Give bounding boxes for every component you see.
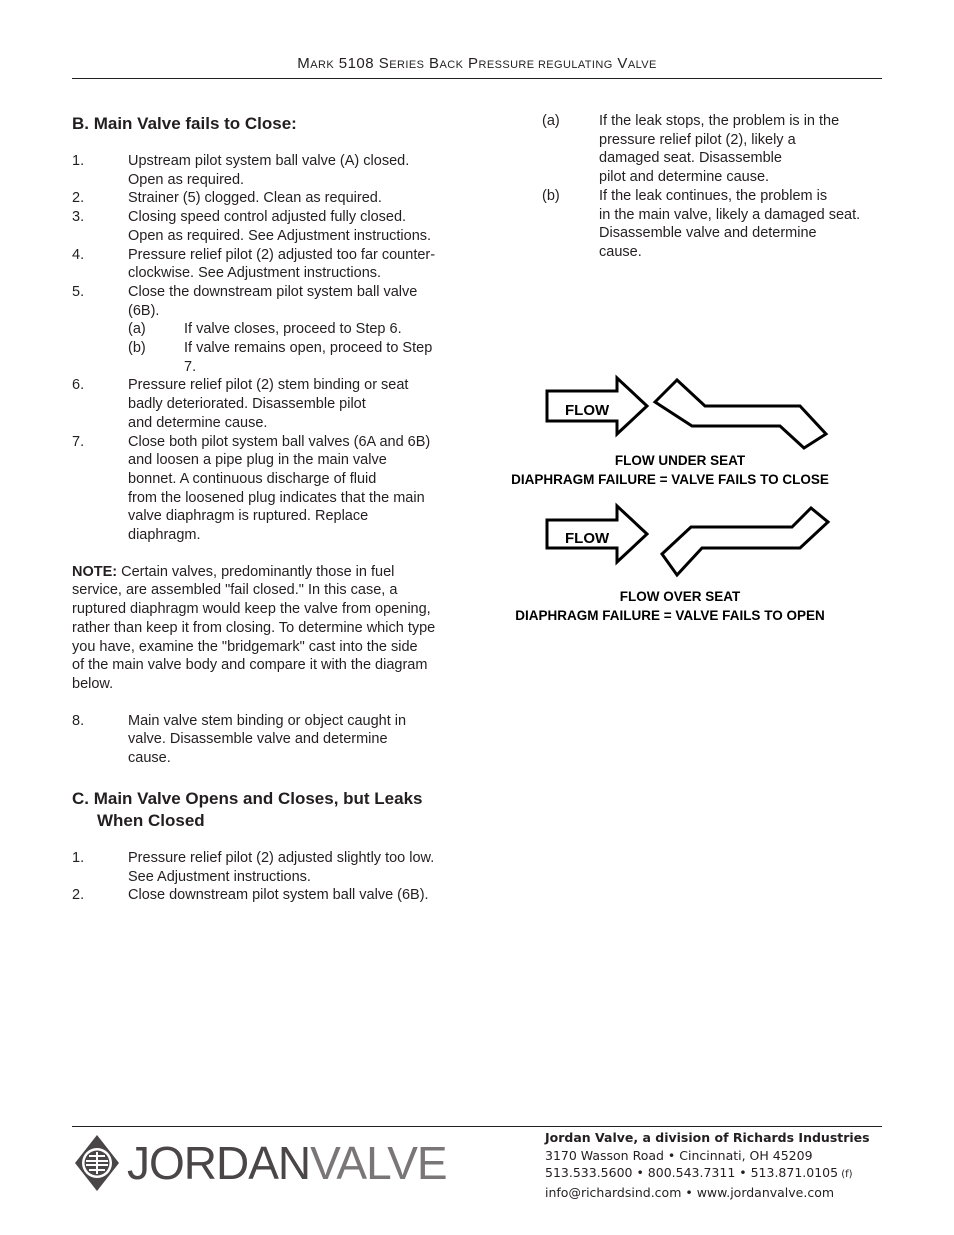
header-title-cap: V — [617, 55, 628, 72]
section-c-heading — [72, 788, 472, 832]
flow-over-seat-diagram — [515, 506, 828, 623]
list-item-text: If the leak stops, the problem is in the pressure relief pilot (2), likely a damaged seat. Disassemble pilot and determine cause. — [599, 113, 840, 186]
list-item — [72, 886, 472, 905]
logo-wordmark — [127, 1136, 447, 1190]
section-b-heading: B. Main Valve fails to Close: — [72, 114, 297, 133]
list-item-number: 5. — [72, 283, 85, 300]
list-item — [72, 433, 472, 545]
section-c-list — [72, 849, 472, 905]
contact-block — [545, 1129, 885, 1201]
flow-under-seat-diagram — [511, 378, 829, 487]
list-item-text: Close downstream pilot system ball valve (6B). — [128, 887, 429, 904]
list-item-text: Pressure relief pilot (2) adjusted slightly too low. See Adjustment instructions. — [128, 849, 435, 885]
section-c-heading-line2: When Closed — [97, 810, 205, 830]
list-item-text: Close both pilot system ball valves (6A and 6B) and loosen a pipe plug in the main valve bonnet. A continuous discharge of fluid from the loosened plug indicates that the main valve diaphragm is ruptured. Replace diaphragm. — [128, 433, 431, 544]
sub-list-item — [128, 339, 472, 376]
list-item-number: (b) — [542, 187, 560, 204]
sub-list-item-text: If valve remains open, proceed to Step 7. — [184, 340, 433, 375]
list-item-text: Pressure relief pilot (2) adjusted too far counter- clockwise. See Adjustment instructions. — [128, 246, 436, 282]
valve-fails-to-open-caption: DIAPHRAGM FAILURE = VALVE FAILS TO OPEN — [515, 608, 825, 623]
list-item-number: 1. — [72, 153, 85, 169]
flow-under-seat-caption: FLOW UNDER SEAT — [614, 453, 746, 468]
bridgemark-under-seat-icon — [655, 380, 826, 448]
list-item-number: 7. — [72, 433, 85, 450]
page-header — [72, 55, 882, 72]
sub-list-item-number: (b) — [128, 340, 146, 357]
flow-arrow-label: FLOW — [565, 402, 610, 419]
footer-rule — [72, 1126, 882, 1127]
list-item — [72, 246, 472, 283]
valve-fails-to-close-caption: DIAPHRAGM FAILURE = VALVE FAILS TO CLOSE — [511, 472, 829, 487]
header-title-smallcaps: ARK — [310, 59, 335, 71]
fax-suffix: (f) — [838, 1169, 853, 1180]
company-name: Jordan Valve, a division of Richards Industries — [545, 1130, 870, 1145]
header-title-cap: P — [468, 55, 479, 72]
section-c-heading-line1: C. Main Valve Opens and Closes, but Leaks — [72, 788, 423, 808]
list-item — [72, 189, 472, 208]
list-item — [72, 376, 472, 432]
right-list — [542, 112, 887, 262]
header-rule — [72, 78, 882, 79]
sub-list-item — [128, 320, 472, 339]
note-text: Certain valves, predominantly those in fuel service, are assembled "fail closed." In this case, a ruptured diaphragm would keep the valve from opening, rather than keep it from closing. To determine which type you have, examine the "bridgemark" cast into the side of the main valve body and compare it with the diagram below. — [72, 563, 436, 692]
section-b-list — [72, 152, 472, 545]
list-item-number: 6. — [72, 377, 85, 394]
bridgemark-diagram — [495, 370, 845, 630]
phones: 513.533.5600 • 800.543.7311 • 513.871.0105 — [545, 1165, 839, 1180]
note-label: NOTE: — [72, 563, 118, 580]
list-item-number: 2. — [72, 190, 85, 207]
section-b-more-list — [72, 712, 472, 768]
header-title-smallcaps: ALVE — [627, 59, 657, 71]
list-item-text: Main valve stem binding or object caught in valve. Disassemble valve and determine cause. — [128, 712, 407, 767]
phone-numbers — [545, 1164, 885, 1184]
address: 3170 Wasson Road • Cincinnati, OH 45209 — [545, 1147, 813, 1163]
jordan-valve-logo — [72, 1132, 462, 1194]
header-title-smallcaps: ERIES — [389, 59, 425, 71]
header-title-smallcaps: ACK — [439, 59, 464, 71]
right-column — [542, 112, 887, 262]
header-title-smallcaps: RESSURE REGULATING — [478, 59, 613, 71]
list-item — [72, 152, 472, 189]
sub-list-item-number: (a) — [128, 321, 146, 338]
list-item-number: 3. — [72, 209, 85, 226]
list-item-number: 4. — [72, 246, 85, 263]
list-item-text: Pressure relief pilot (2) stem binding or seat badly deteriorated. Disassemble pilot and determine cause. — [128, 377, 409, 431]
list-item — [72, 208, 472, 245]
web-contact: info@richardsind.com • www.jordanvalve.com — [545, 1184, 835, 1200]
header-title-cap: M — [297, 55, 311, 72]
list-item — [72, 283, 472, 377]
logo-word-valve: VALVE — [310, 1137, 447, 1189]
list-item-number: 8. — [72, 712, 85, 729]
list-item — [72, 712, 472, 768]
list-item-number: 1. — [72, 849, 85, 866]
list-item — [542, 187, 887, 262]
list-item — [542, 112, 887, 187]
flow-arrow-label: FLOW — [565, 530, 610, 547]
list-item-text: Closing speed control adjusted fully closed. Open as required. See Adjustment instructions. — [128, 209, 432, 244]
bridgemark-over-seat-icon — [662, 508, 828, 575]
header-title-cap: B — [428, 55, 440, 72]
note-paragraph — [72, 563, 472, 694]
list-item-number: (a) — [542, 113, 560, 129]
list-item-number: 2. — [72, 887, 85, 904]
left-column — [72, 113, 472, 905]
list-item-text: Close the downstream pilot system ball valve (6B). (a) If valve closes, proceed to Step 6. (b) If valve remains open, proceed to Step 7. — [128, 283, 472, 377]
list-item-text: If the leak continues, the problem is in the main valve, likely a damaged seat. Disassemble valve and determine cause. — [599, 187, 861, 260]
flow-over-seat-caption: FLOW OVER SEAT — [619, 589, 741, 604]
list-item-text: Upstream pilot system ball valve (A) closed. Open as required. — [128, 153, 410, 188]
logo-word-jordan: JORDAN — [127, 1137, 311, 1189]
sub-list-item-text: If valve closes, proceed to Step 6. — [184, 321, 402, 338]
list-item — [72, 849, 472, 886]
header-title-cap: S — [378, 55, 390, 72]
jordan-valve-emblem-icon — [72, 1133, 122, 1193]
list-item-text: Strainer (5) clogged. Clean as required. — [128, 190, 382, 207]
header-title-part: 5108 — [334, 55, 379, 72]
